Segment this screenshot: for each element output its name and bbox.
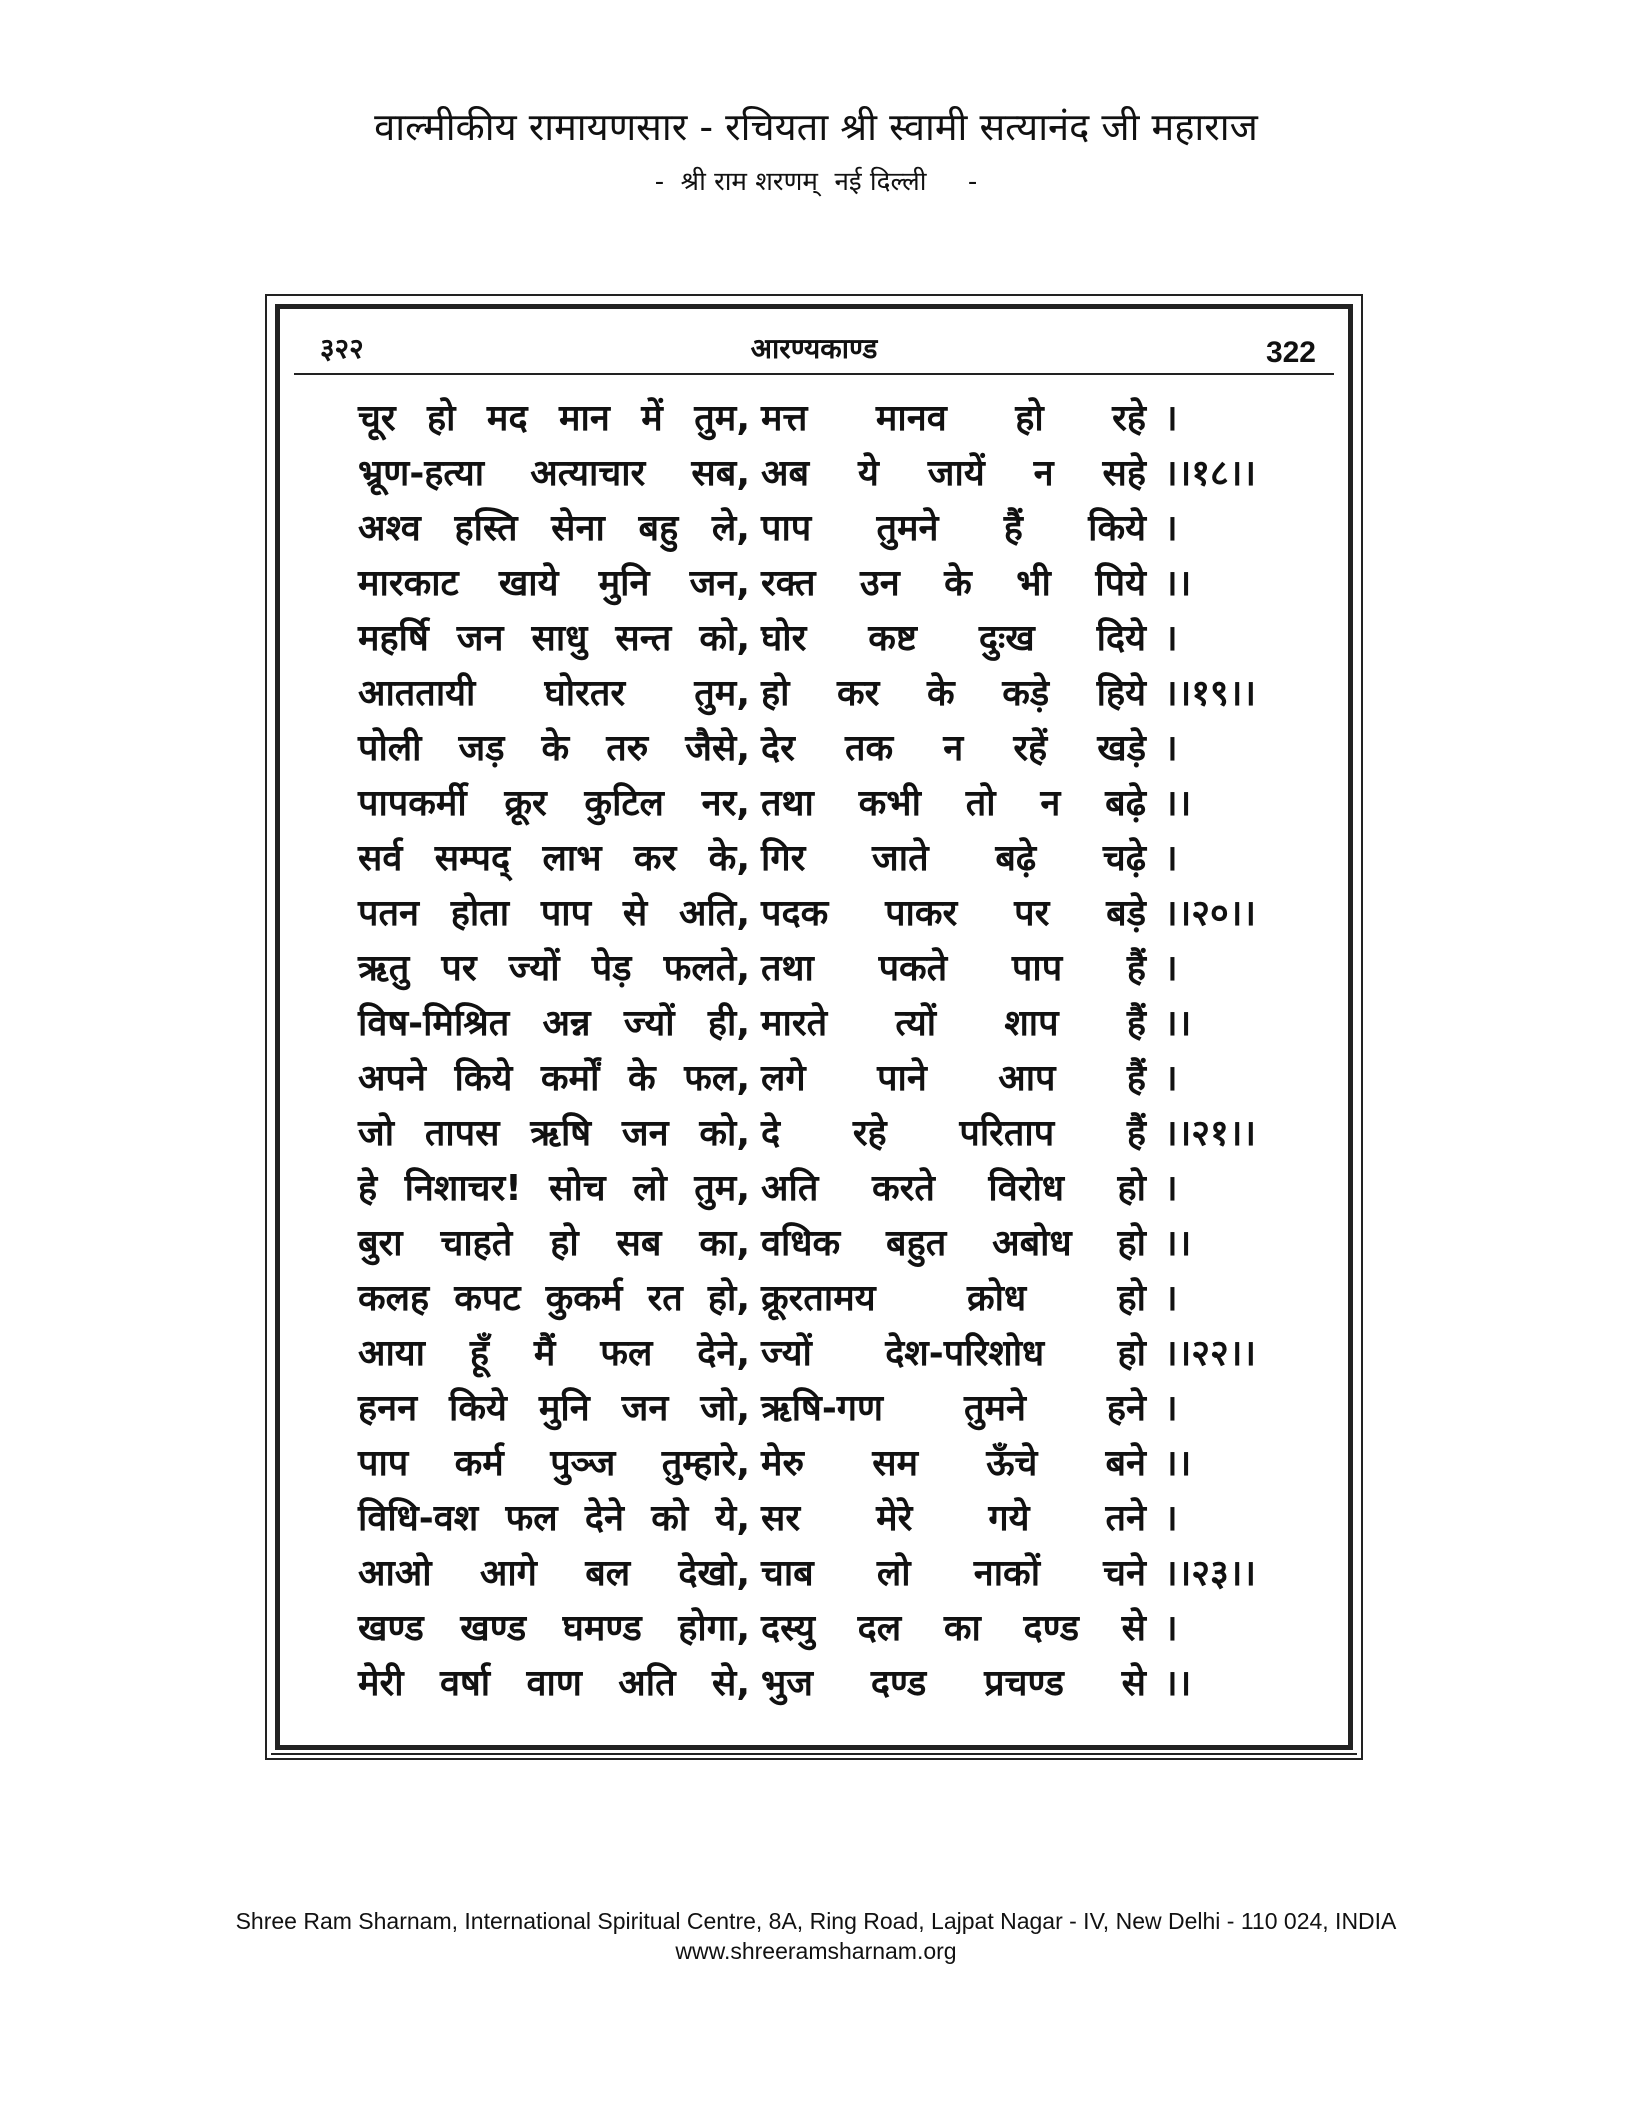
verse-mark: ।।२०।। [1164, 893, 1257, 934]
verse-mark: । [1164, 398, 1178, 439]
verse-second-half: हो कर के कड़े हिये [761, 673, 1146, 714]
verse-first-half: कलह कपट कुकर्म रत हो, [358, 1278, 750, 1319]
verse-second-half: ज्यों देश-परिशोध हो [761, 1333, 1146, 1374]
verse-mark: । [1164, 728, 1178, 769]
verse-first-half: अपने किये कर्मों के फल, [358, 1058, 750, 1099]
verse-line [358, 831, 1308, 886]
verse-line [358, 1656, 1308, 1711]
verse-second-half: मारते त्यों शाप हैं [761, 1003, 1146, 1044]
verse-mark: । [1164, 1058, 1178, 1099]
verse-second-half: रक्त उन के भी पिये [761, 563, 1146, 604]
verse-first-half: आततायी घोरतर तुम, [358, 673, 750, 714]
verse-second-half: गिर जाते बढ़े चढ़े [761, 838, 1146, 879]
verse-second-half: मेरु सम ऊँचे बने [761, 1443, 1146, 1484]
verse-line [358, 1106, 1308, 1161]
verse-line [358, 666, 1308, 721]
verse-line [358, 1601, 1308, 1656]
verse-first-half: विधि-वश फल देने को ये, [358, 1498, 750, 1539]
verse-line [358, 391, 1308, 446]
verse-mark: । [1164, 1168, 1178, 1209]
verse-line [358, 1546, 1308, 1601]
verse-second-half: घोर कष्ट दुःख दिये [761, 618, 1146, 659]
verse-line [358, 446, 1308, 501]
verse-first-half: पाप कर्म पुञ्ज तुम्हारे, [358, 1443, 750, 1484]
verse-mark: ।। [1164, 1003, 1192, 1044]
verse-second-half: चाब लो नाकों चने [761, 1553, 1146, 1594]
verse-second-half: लगे पाने आप हैं [761, 1058, 1146, 1099]
verse-mark: । [1164, 1608, 1178, 1649]
frame-bottom-rule [271, 1753, 1357, 1755]
verse-line [358, 1491, 1308, 1546]
verse-line [358, 1381, 1308, 1436]
verse-first-half: भ्रूण-हत्या अत्याचार सब, [358, 453, 750, 494]
verse-line [358, 1051, 1308, 1106]
verse-first-half: खण्ड खण्ड घमण्ड होगा, [358, 1608, 750, 1649]
verse-second-half: ऋषि-गण तुमने हने [761, 1388, 1146, 1429]
verse-mark: ।।२२।। [1164, 1333, 1257, 1374]
verse-second-half: तथा कभी तो न बढ़े [761, 783, 1146, 824]
verse-mark: । [1164, 1498, 1178, 1539]
verse-mark: । [1164, 508, 1178, 549]
verse-line [358, 1271, 1308, 1326]
verse-mark: ।।१८।। [1164, 453, 1257, 494]
verse-line [358, 886, 1308, 941]
verse-first-half: मारकाट खाये मुनि जन, [358, 563, 750, 604]
verse-second-half: अति करते विरोध हो [761, 1168, 1146, 1209]
verse-line [358, 1161, 1308, 1216]
verse-first-half: चूर हो मद मान में तुम, [358, 398, 750, 439]
verse-mark: ।। [1164, 1443, 1192, 1484]
verse-first-half: आओ आगे बल देखो, [358, 1553, 750, 1594]
verse-second-half: दे रहे परिताप हैं [761, 1113, 1146, 1154]
page-frame-inner [275, 304, 1353, 1750]
verse-mark: । [1164, 618, 1178, 659]
verse-first-half: हे निशाचर! सोच लो तुम, [358, 1168, 750, 1209]
verse-mark: ।। [1164, 563, 1192, 604]
page-frame [265, 294, 1363, 1760]
verse-first-half: अश्व हस्ति सेना बहु ले, [358, 508, 750, 549]
verse-line [358, 941, 1308, 996]
verse-mark: । [1164, 948, 1178, 989]
publisher-line: - श्री राम शरणम् नई दिल्ली - [654, 167, 978, 197]
verse-line [358, 556, 1308, 611]
verse-second-half: क्रूरतामय क्रोध हो [761, 1278, 1146, 1319]
verse-first-half: जो तापस ऋषि जन को, [358, 1113, 750, 1154]
verse-line [358, 721, 1308, 776]
verse-mark: ।।२१।। [1164, 1113, 1257, 1154]
verse-line [358, 1326, 1308, 1381]
section-title: आरण्यकाण्ड [750, 332, 878, 365]
verse-list [358, 391, 1308, 1711]
verse-first-half: पोली जड़ के तरु जैसे, [358, 728, 750, 769]
verse-mark: ।।१९।। [1164, 673, 1257, 714]
verse-mark: ।।२३।। [1164, 1553, 1257, 1594]
verse-first-half: महर्षि जन साधु सन्त को, [358, 618, 750, 659]
verse-mark: । [1164, 1388, 1178, 1429]
verse-second-half: तथा पकते पाप हैं [761, 948, 1146, 989]
verse-line [358, 1216, 1308, 1271]
verse-second-half: पदक पाकर पर बड़े [761, 893, 1146, 934]
verse-mark: । [1164, 1278, 1178, 1319]
footer-address: Shree Ram Sharnam, International Spiritual Centre, 8A, Ring Road, Lajpat Nagar - IV, New Delhi - 110 024, INDIA [235, 1908, 1397, 1934]
verse-second-half: वधिक बहुत अबोध हो [761, 1223, 1146, 1264]
running-head [294, 329, 1334, 375]
verse-first-half: हनन किये मुनि जन जो, [358, 1388, 750, 1429]
verse-mark: । [1164, 838, 1178, 879]
verse-second-half: मत्त मानव हो रहे [761, 398, 1146, 439]
verse-first-half: पापकर्मी क्रूर कुटिल नर, [358, 783, 750, 824]
verse-second-half: अब ये जायें न सहे [761, 453, 1146, 494]
verse-first-half: आया हूँ मैं फल देने, [358, 1333, 750, 1374]
verse-second-half: देर तक न रहें खड़े [761, 728, 1146, 769]
book-title: वाल्मीकीय रामायणसार - रचियता श्री स्वामी सत्यानंद जी महाराज [374, 105, 1258, 149]
verse-line [358, 996, 1308, 1051]
verse-first-half: पतन होता पाप से अति, [358, 893, 750, 934]
verse-first-half: विष-मिश्रित अन्न ज्यों ही, [358, 1003, 750, 1044]
verse-first-half: मेरी वर्षा वाण अति से, [358, 1663, 750, 1704]
verse-mark: ।। [1164, 1223, 1192, 1264]
page-number-devanagari: ३२२ [320, 332, 364, 365]
verse-line [358, 501, 1308, 556]
verse-second-half: दस्यु दल का दण्ड से [761, 1608, 1146, 1649]
verse-first-half: सर्व सम्पद् लाभ कर के, [358, 838, 750, 879]
verse-second-half: पाप तुमने हैं किये [761, 508, 1146, 549]
page-number: 322 [1265, 336, 1316, 369]
verse-mark: ।। [1164, 1663, 1192, 1704]
verse-line [358, 1436, 1308, 1491]
footer-website: www.shreeramsharnam.org [675, 1938, 957, 1964]
verse-first-half: बुरा चाहते हो सब का, [358, 1223, 750, 1264]
verse-first-half: ऋतु पर ज्यों पेड़ फलते, [358, 948, 750, 989]
verse-mark: ।। [1164, 783, 1192, 824]
verse-second-half: भुज दण्ड प्रचण्ड से [761, 1663, 1146, 1704]
verse-line [358, 776, 1308, 831]
verse-line [358, 611, 1308, 666]
verse-second-half: सर मेरे गये तने [761, 1498, 1146, 1539]
